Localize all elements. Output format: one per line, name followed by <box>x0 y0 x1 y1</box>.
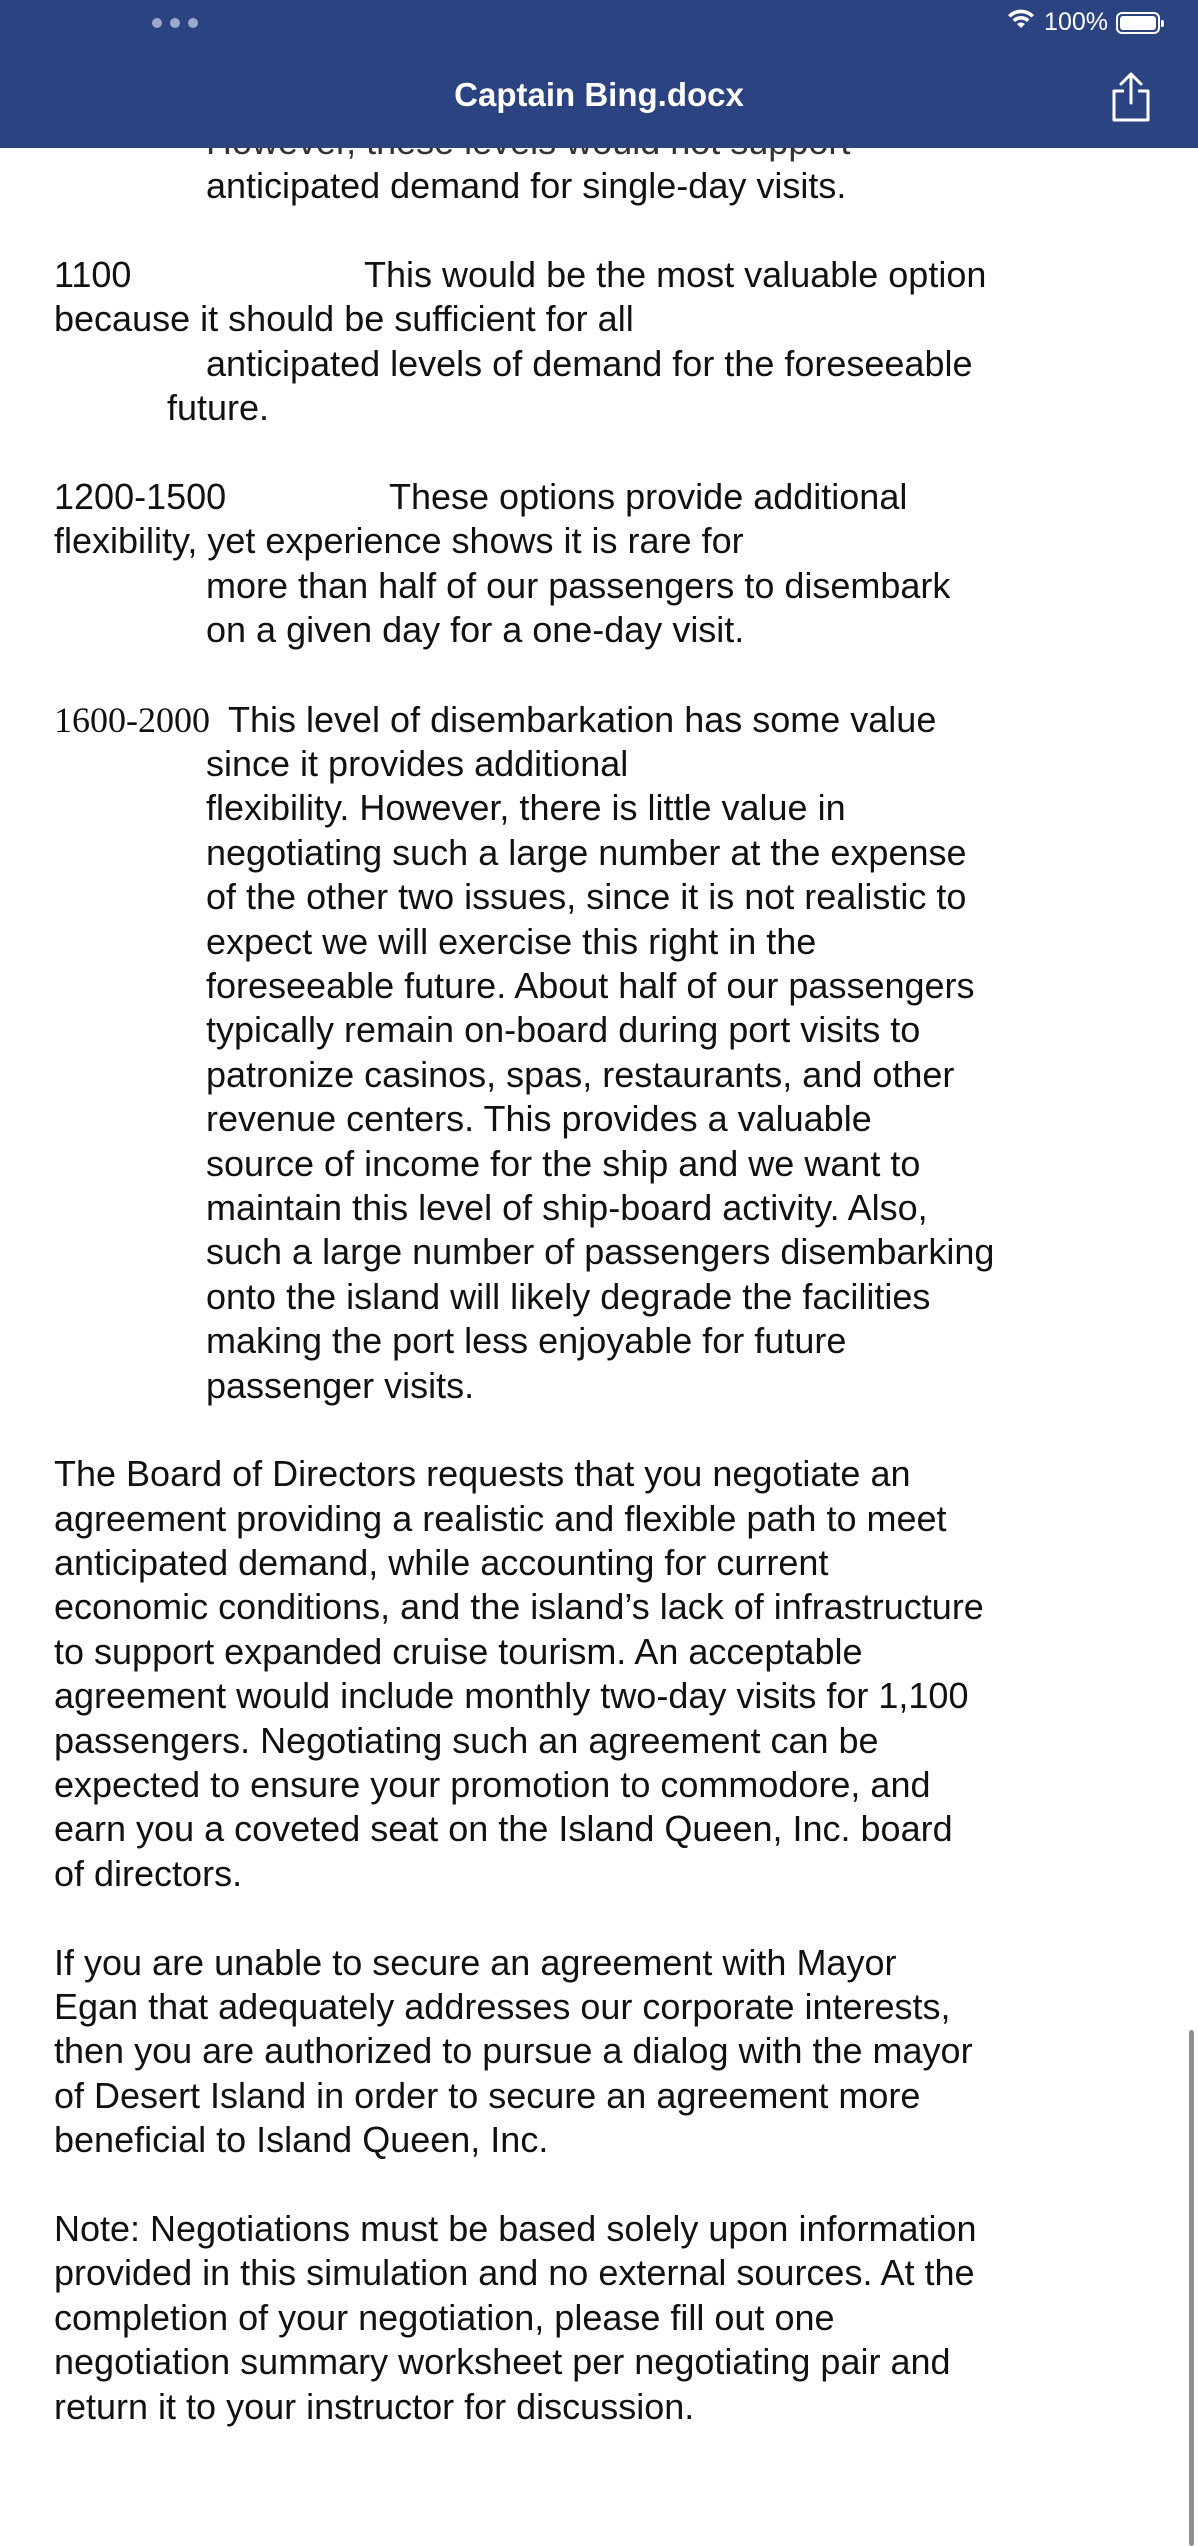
share-icon <box>1109 71 1153 123</box>
doc-line: on a given day for a one-day visit. <box>206 609 745 650</box>
doc-line: flexibility. However, there is little value in <box>206 787 846 828</box>
battery-icon <box>1116 12 1160 34</box>
doc-line: because it should be sufficient for all <box>54 298 634 339</box>
doc-line: completion of your negotiation, please fill out one <box>54 2297 835 2338</box>
doc-line: passenger visits. <box>206 1365 475 1406</box>
doc-line: provided in this simulation and no external sources. At the <box>54 2252 975 2293</box>
doc-line: foreseeable future. About half of our passengers <box>206 965 975 1006</box>
doc-line: Note: Negotiations must be based solely upon information <box>54 2208 977 2249</box>
doc-line: These options provide additional <box>389 476 908 517</box>
doc-line: of the other two issues, since it is not realistic to <box>206 876 967 917</box>
doc-line: This would be the most valuable option <box>364 254 987 295</box>
doc-line: more than half of our passengers to disembark <box>206 565 951 606</box>
navigation-bar <box>0 0 1198 148</box>
doc-line: future. <box>167 387 270 428</box>
doc-line: maintain this level of ship-board activity. Also, <box>206 1187 928 1228</box>
doc-line: to support expanded cruise tourism. An acceptable <box>54 1631 863 1672</box>
doc-line: flexibility, yet experience shows it is rare for <box>54 520 744 561</box>
doc-line: of Desert Island in order to secure an agreement more <box>54 2075 921 2116</box>
status-bar <box>1006 8 1160 37</box>
option-label-1600-2000: 1600-2000 <box>54 700 210 740</box>
vertical-scrollbar[interactable] <box>1189 2030 1194 2546</box>
doc-line: patronize casinos, spas, restaurants, and other <box>206 1054 955 1095</box>
doc-line: If you are unable to secure an agreement with Mayor <box>54 1942 897 1983</box>
doc-line: passengers. Negotiating such an agreement can be <box>54 1720 879 1761</box>
option-label-1200-1500: 1200-1500 <box>54 476 227 517</box>
doc-line: earn you a coveted seat on the Island Queen, Inc. board <box>54 1808 953 1849</box>
doc-line: anticipated demand, while accounting for current <box>54 1542 829 1583</box>
multitasking-dots-icon[interactable] <box>152 18 198 28</box>
doc-line: since it provides additional <box>206 743 629 784</box>
doc-line: negotiation summary worksheet per negotiating pair and <box>54 2341 951 2382</box>
doc-line: Egan that adequately addresses our corporate interests, <box>54 1986 951 2027</box>
doc-line: anticipated demand for single-day visits. <box>206 165 847 206</box>
doc-line: of directors. <box>54 1853 243 1894</box>
option-label-1100: 1100 <box>54 254 132 295</box>
doc-line: economic conditions, and the island’s lack of infrastructure <box>54 1586 984 1627</box>
doc-line: such a large number of passengers disembarking <box>206 1231 995 1272</box>
wifi-icon <box>1006 8 1036 37</box>
doc-line: agreement would include monthly two-day visits for 1,100 <box>54 1675 969 1716</box>
doc-line: typically remain on-board during port visits to <box>206 1009 921 1050</box>
doc-line: making the port less enjoyable for future <box>206 1320 847 1361</box>
doc-line: anticipated levels of demand for the foreseeable <box>206 343 973 384</box>
doc-line: onto the island will likely degrade the facilities <box>206 1276 931 1317</box>
doc-line: return it to your instructor for discussion. <box>54 2386 695 2427</box>
doc-line: expect we will exercise this right in the <box>206 921 817 962</box>
share-button[interactable] <box>1104 68 1158 126</box>
doc-line: agreement providing a realistic and flexible path to meet <box>54 1498 947 1539</box>
document-title: Captain Bing.docx <box>454 76 744 113</box>
doc-line: negotiating such a large number at the expense <box>206 832 967 873</box>
doc-line: This level of disembarkation has some value <box>228 699 937 740</box>
doc-line: then you are authorized to pursue a dialog with the mayor <box>54 2030 973 2071</box>
doc-line: revenue centers. This provides a valuable <box>206 1098 872 1139</box>
doc-line: expected to ensure your promotion to commodore, and <box>54 1764 931 1805</box>
doc-line: beneficial to Island Queen, Inc. <box>54 2119 549 2160</box>
battery-percentage: 100% <box>1044 8 1108 36</box>
doc-line: The Board of Directors requests that you negotiate an <box>54 1453 911 1494</box>
doc-line: source of income for the ship and we want to <box>206 1143 921 1184</box>
